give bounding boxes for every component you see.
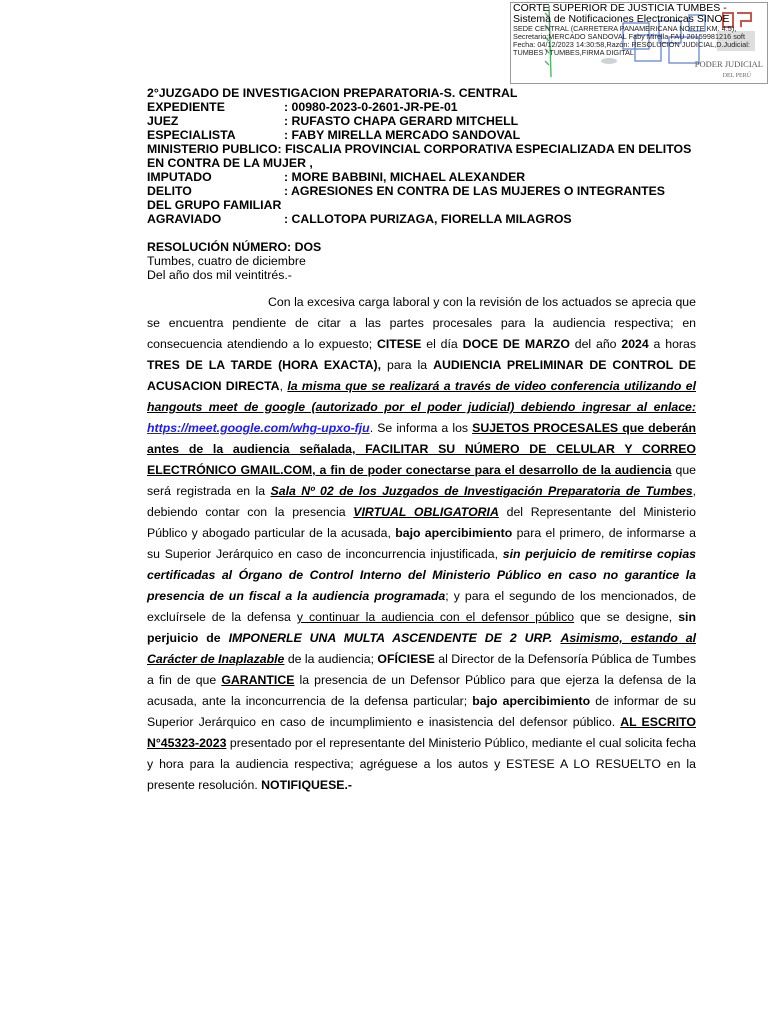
court-name: 2°JUZGADO DE INVESTIGACION PREPARATORIA-S. CENTRAL [147,86,518,100]
stamp-fecha-line: Fecha: 04/12/2023 14:30:58,Razón: RESOLUCIÓN JUDICIAL,D.Judicial: [513,40,750,49]
body-text: del año [569,337,622,351]
digital-signature-stamp [510,2,768,84]
body-bold-underline: SUJETOS PROCESALES que deberán antes de la audiencia señalada, FACILITAR SU NÚMERO DE CELULAR Y CORREO ELECTRÓNICO GMAIL.COM, a fin de poder conectarse para el desarrollo de la audiencia [147,421,696,477]
body-bold-italic-underline: la misma que se realizará a través de video conferencia utilizando el hangouts meet de google (autorizado por el poder judicial) debiendo ingresar al enlace: [147,379,696,414]
body-bold-italic-underline: Sala Nº 02 de los Juzgados de Investigación Preparatoria de Tumbes [270,484,693,498]
header-row-ministerio: MINISTERIO PUBLICO: FISCALIA PROVINCIAL CORPORATIVA ESPECIALIZADA EN DELITOS EN CONTRA DE LA MUJER , [147,142,692,170]
body-text: Con la excesiva carga laboral y con la revisión de los actuados se aprecia que se encuentra pendiente de citar a las partes procesales para la audiencia respectiva; en consecuencia atendiendo a lo expuesto; [147,295,696,351]
stamp-sede-line: SEDE CENTRAL (CARRETERA PANAMERICANA NORTE KM. 4.5), [513,24,737,33]
case-header [147,86,707,226]
body-bold: NOTIFIQUESE.- [261,778,353,792]
body-paragraph [147,292,696,796]
header-label: EXPEDIENTE [147,100,225,114]
body-bold: CITESE [376,337,422,351]
body-bold: bajo apercibimiento [472,694,591,708]
body-text: ; y para el segundo de los mencionados, de excluírsele de la defensa [147,589,696,624]
header-value: : RUFASTO CHAPA GERARD MITCHELL [284,114,519,128]
header-value: : AGRESIONES EN CONTRA DE LAS MUJERES O INTEGRANTES [284,184,666,198]
body-bold-underline: GARANTICE [221,673,295,687]
header-label: IMPUTADO [147,170,212,184]
header-label: ESPECIALISTA [147,128,236,142]
header-row-expediente [147,100,707,114]
stamp-system-line: Sistema de Notificaciones Electronicas SINOE [513,13,730,25]
resolution-number: RESOLUCIÓN NÚMERO: DOS [147,240,322,254]
header-row-delito [147,184,707,198]
body-text: que será registrada en la [147,463,696,498]
header-label: JUEZ [147,114,179,128]
header-label: DELITO [147,184,192,198]
body-underline: y continuar la audiencia con el defensor público [296,610,575,624]
header-value: : 00980-2023-0-2601-JR-PE-01 [284,100,458,114]
stamp-secretario-line: Secretario:MERCADO SANDOVAL Faby Mirella FAU 20159981216 soft [513,32,745,41]
body-text: . Se informa a los [369,421,473,435]
body-text: que se designe, [574,610,679,624]
header-value: : FABY MIRELLA MERCADO SANDOVAL [284,128,521,142]
resolution-heading [147,240,321,282]
header-row-delito-cont: DEL GRUPO FAMILIAR [147,198,282,212]
header-row-agraviado [147,212,707,226]
body-text: , [279,379,288,393]
header-row-imputado [147,170,707,184]
poder-judicial-logo-sub: DEL PERÚ [722,73,751,79]
body-bold-italic-underline: VIRTUAL OBLIGATORIA [353,505,499,519]
body-text: para la [381,358,434,372]
body-bold: TRES DE LA TARDE (HORA EXACTA), [147,358,382,372]
poder-judicial-logo: PODER JUDICIAL [694,59,763,69]
stamp-lugar-line: TUMBES / TUMBES,FIRMA DIGITAL [513,48,634,57]
header-value: : CALLOTOPA PURIZAGA, FIORELLA MILAGROS [284,212,572,226]
resolution-year-line: Del año dos mil veintitrés.- [147,268,292,282]
resolution-date-line: Tumbes, cuatro de diciembre [147,254,306,268]
body-text: de informar de su Superior Jerárquico en caso de incumplimiento e inasistencia del defensor público. [147,694,697,729]
body-text: para el primero, de informarse a su Superior Jerárquico en caso de inconcurrencia injustificada, [147,526,696,561]
header-label: AGRAVIADO [147,212,222,226]
body-bold-underline: AL ESCRITO N°45323-2023 [147,715,696,750]
meet-link[interactable]: https://meet.google.com/whg-upxo-fju [147,421,370,435]
body-bold-italic-underline: Asimismo, estando al Carácter de Inaplazable [147,631,697,666]
header-row-especialista [147,128,707,142]
body-bold: sin perjuicio de [147,610,696,645]
body-text: la presencia de un Defensor Público para que ejerza la defensa de la acusada, ante la inconcurrencia de la defensa particular; [147,673,697,708]
body-bold: 2024 [621,337,649,351]
body-bold: OFÍCIESE [377,652,435,666]
body-bold-italic: IMPONERLE UNA MULTA ASCENDENTE DE 2 URP. [228,631,553,645]
stamp-court-line: CORTE SUPERIOR DE JUSTICIA TUMBES - [513,2,727,14]
body-bold: DOCE DE MARZO [462,337,570,351]
body-bold-italic: sin perjuicio de remitirse copias certificadas al Órgano de Control Interno del Ministerio Público en caso no garantice la presencia de un fiscal a la audiencia programada [147,547,697,603]
body-bold: AUDIENCIA PRELIMINAR DE CONTROL DE ACUSACION DIRECTA [147,358,697,393]
body-text: el día [421,337,463,351]
body-bold: bajo apercibimiento [395,526,513,540]
body-text: , debiendo contar con la presencia [147,484,696,519]
body-text: del Representante del Ministerio Público y abogado particular de la acusada, [147,505,696,540]
header-row-juez [147,114,707,128]
resolution-body [147,292,696,796]
body-text: a horas [648,337,696,351]
body-text: presentado por el representante del Ministerio Público, mediante el cual solicita fecha y hora para la audiencia respectiva; agréguese a los autos y ESTESE A LO RESUELTO en la presente resolución. [147,736,696,792]
body-text: al Director de la Defensoría Pública de Tumbes a fin de que [147,652,696,687]
body-text: de la audiencia; [284,652,378,666]
header-value: : MORE BABBINI, MICHAEL ALEXANDER [284,170,526,184]
